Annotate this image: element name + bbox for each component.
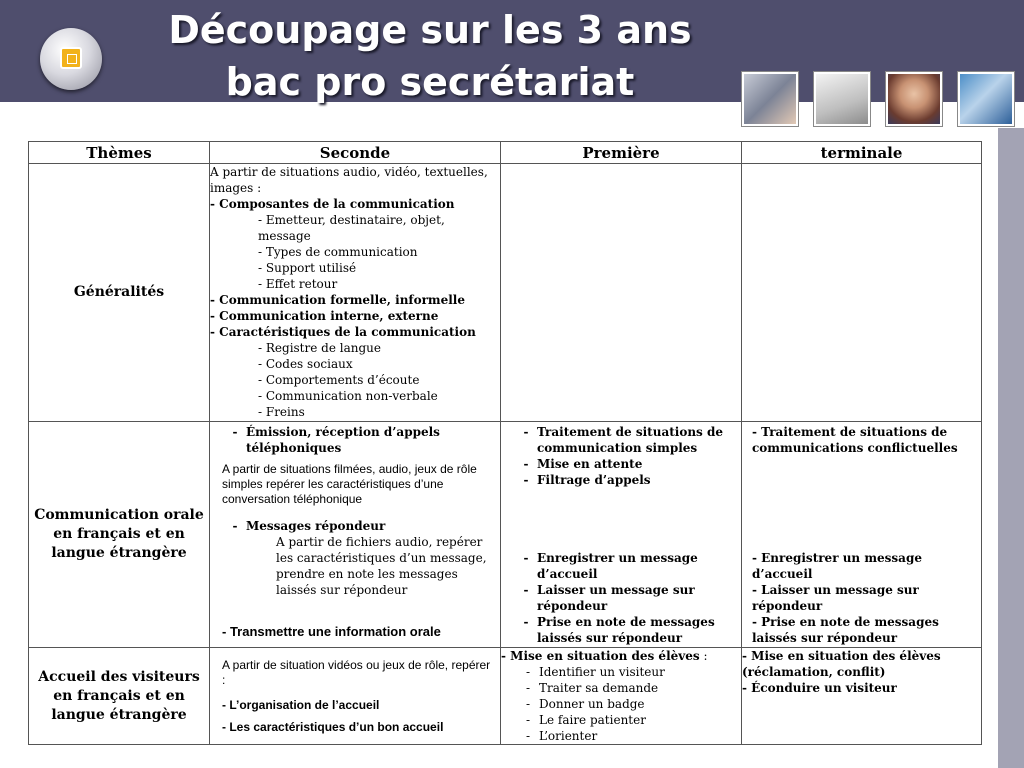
list-item: - Registre de langue	[258, 341, 381, 355]
list-item: - Filtrage d’appels	[523, 473, 651, 487]
accueil-intro: A partir de situation vidéos ou jeux de rôle, repérer :	[222, 658, 494, 688]
list-item: - Types de communication	[258, 245, 418, 259]
header-premiere: Première	[501, 142, 742, 164]
list-item: - Freins	[258, 405, 305, 419]
accueil-premiere	[501, 648, 742, 745]
accueil-seconde	[210, 648, 501, 745]
table-header-row	[29, 142, 982, 164]
list-item: - Laisser un message sur répondeur	[752, 583, 919, 613]
list-item: - Effet retour	[258, 277, 338, 291]
accueil-terminale-l2: - Éconduire un visiteur	[742, 681, 897, 695]
generalites-l2: - Communication formelle, informelle	[210, 293, 465, 307]
header-terminale: terminale	[742, 142, 982, 164]
oral-terminale	[742, 422, 982, 648]
list-item: - Prise en note de messages laissés sur répondeur	[752, 615, 939, 645]
header-themes: Thèmes	[29, 142, 210, 164]
list-item: - Support utilisé	[258, 261, 357, 275]
generalites-l4: - Caractéristiques de la communication	[210, 325, 476, 339]
photo-printer	[958, 72, 1014, 126]
list-item: - L’orienter	[525, 729, 598, 743]
right-decor-bar	[998, 128, 1024, 768]
oral-messages-text: A partir de fichiers audio, repérer les caractéristiques d’un message, prendre en note les messages laissés sur répondeur	[276, 535, 487, 597]
generalites-l3: - Communication interne, externe	[210, 309, 439, 323]
slide-title	[110, 4, 750, 108]
list-item: - Prise en note de messages laissés sur répondeur	[523, 615, 715, 645]
theme-oral: Communication orale en français et en langue étrangère	[29, 422, 210, 648]
table-row-generalites	[29, 164, 982, 422]
generalites-l1: - Composantes de la communication	[210, 197, 455, 211]
theme-generalites: Généralités	[29, 164, 210, 422]
list-item: - Donner un badge	[525, 697, 645, 711]
accueil-terminale	[742, 648, 982, 745]
accueil-item2: - Les caractéristiques d’un bon accueil	[222, 720, 494, 735]
list-item: - Traitement de situations de communication simples	[523, 425, 724, 455]
photo-man-portrait	[886, 72, 942, 126]
slide-title-line1: Découpage sur les 3 ans	[168, 8, 692, 52]
list-item: - Traiter sa demande	[525, 681, 659, 695]
header-seconde: Seconde	[210, 142, 501, 164]
list-item: - Enregistrer un message d’accueil	[523, 551, 698, 581]
table-row-accueil	[29, 648, 982, 745]
list-item: - Émission, réception d’appels téléphoniques	[232, 425, 440, 455]
oral-overlay-2: - Transmettre une information orale	[222, 624, 494, 639]
oral-premiere	[501, 422, 742, 648]
list-item: - Mise en attente	[523, 457, 643, 471]
list-item: - Enregistrer un message d’accueil	[752, 551, 922, 581]
accueil-item1: - L’organisation de l’accueil	[222, 698, 494, 713]
generalites-terminale	[742, 164, 982, 422]
presentation-logo-icon	[40, 28, 102, 90]
list-item: - Messages répondeur	[232, 519, 386, 533]
generalites-seconde	[210, 164, 501, 422]
accueil-terminale-l1: - Mise en situation des élèves (réclamation, conflit)	[742, 649, 941, 679]
oral-seconde	[210, 422, 501, 648]
list-item: - Laisser un message sur répondeur	[523, 583, 695, 613]
curriculum-table	[28, 141, 982, 745]
photo-tablet-hand	[742, 72, 798, 126]
generalites-premiere	[501, 164, 742, 422]
table-row-oral	[29, 422, 982, 648]
oral-overlay-1: A partir de situations filmées, audio, jeux de rôle simples repérer les caractéristiques d’une conversation téléphonique	[222, 462, 494, 507]
list-item: - Comportements d’écoute	[258, 373, 420, 387]
list-item: - Communication non-verbale	[258, 389, 438, 403]
oral-terminale-top: - Traitement de situations de communications conflictuelles	[752, 425, 958, 455]
list-item: - Emetteur, destinataire, objet, message	[258, 213, 445, 243]
list-item: - Le faire patienter	[525, 713, 646, 727]
accueil-premiere-lead: - Mise en situation des élèves :	[501, 649, 708, 663]
photo-office-object	[814, 72, 870, 126]
slide-title-line2: bac pro secrétariat	[225, 60, 635, 104]
list-item: - Codes sociaux	[258, 357, 353, 371]
list-item: - Identifier un visiteur	[525, 665, 665, 679]
theme-accueil: Accueil des visiteurs en français et en langue étrangère	[29, 648, 210, 745]
generalites-intro: A partir de situations audio, vidéo, textuelles, images :	[210, 165, 488, 195]
